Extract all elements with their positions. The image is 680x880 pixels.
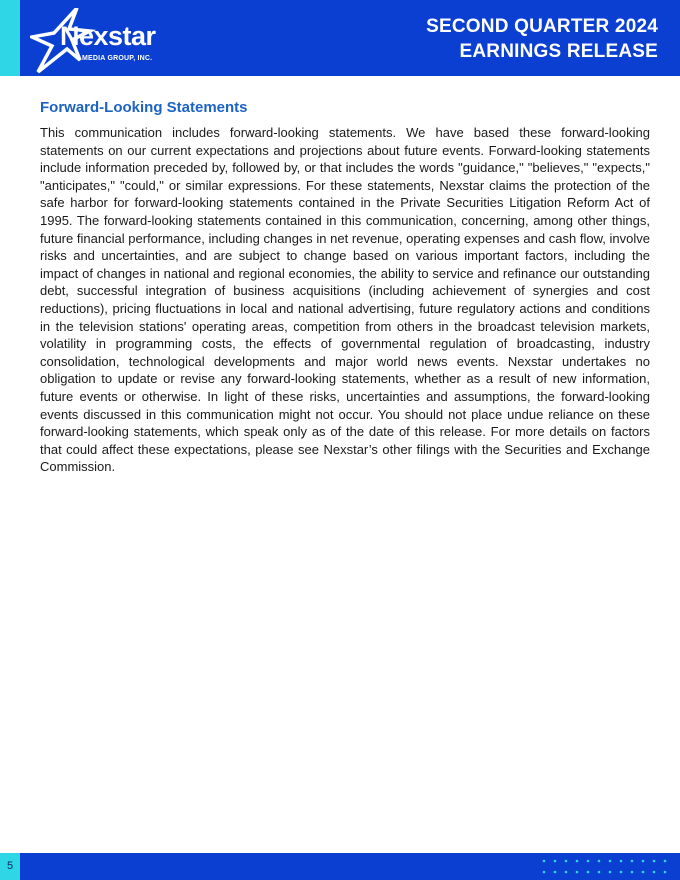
decoration-dot	[609, 860, 612, 863]
decoration-dot	[631, 860, 634, 863]
decoration-dot	[598, 860, 601, 863]
dot-pattern-decoration	[538, 857, 678, 877]
decoration-dot	[642, 871, 645, 874]
decoration-dot	[587, 860, 590, 863]
decoration-dot	[620, 860, 623, 863]
decoration-dot	[642, 860, 645, 863]
decoration-dot	[653, 860, 656, 863]
decoration-dot	[543, 860, 546, 863]
decoration-dot	[664, 860, 667, 863]
decoration-dot	[576, 871, 579, 874]
report-title	[426, 14, 658, 64]
decoration-dot	[598, 871, 601, 874]
logo-subtitle: MEDIA GROUP, INC.	[82, 55, 153, 62]
decoration-dot	[565, 871, 568, 874]
decoration-dot	[587, 871, 590, 874]
section-heading: Forward-Looking Statements	[40, 99, 248, 116]
decoration-dot	[664, 871, 667, 874]
report-title-line-2: EARNINGS RELEASE	[459, 41, 658, 62]
decoration-dot	[543, 871, 546, 874]
page-number: 5	[0, 853, 20, 880]
decoration-dot	[620, 871, 623, 874]
section-body-text: This communication includes forward-looking statements. We have based these forward-looking statements on our current expectations and projections about future events. Forward-looking statements include information preceded by, followed by, or that includes the words "guidance," "believes," "expects," "anticipates," "could," or similar expressions. For these statements, Nexstar claims the protection of the safe harbor for forward-looking statements contained in the Private Securities Litigation Reform Act of 1995. The forward-looking statements contained in this communication, concerning, among other things, future financial performance, including changes in net revenue, operating expenses and cash flow, involve risks and uncertainties, and are subject to change based on various important factors, including the impact of changes in national and regional economies, the ability to service and refinance our outstanding debt, successful integration of business acquisitions (including achievement of synergies and cost reductions), pricing fluctuations in local and national advertising, future regulatory actions and conditions in the television stations' operating areas, competition from others in the broadcast television markets, volatility in programming costs, the effects of governmental regulation of broadcasting, industry consolidation, technological developments and major world news events. Nexstar undertakes no obligation to update or revise any forward-looking statements, whether as a result of new information, future events or otherwise. In light of these risks, uncertainties and assumptions, the forward-looking events discussed in this communication might not occur. You should not place undue reliance on these forward-looking statements, which speak only as of the date of this release. For more details on factors that could affect these expectations, please see Nexstar’s other filings with the Securities and Exchange Commission.	[40, 125, 650, 475]
decoration-dot	[653, 871, 656, 874]
logo-wordmark: Nexstar	[60, 21, 156, 51]
decoration-dot	[576, 860, 579, 863]
decoration-dot	[554, 860, 557, 863]
decoration-dot	[565, 860, 568, 863]
nexstar-logo	[30, 8, 180, 70]
decoration-dot	[554, 871, 557, 874]
header-accent-strip	[0, 0, 20, 76]
decoration-dot	[631, 871, 634, 874]
report-title-line-1: SECOND QUARTER 2024	[426, 16, 658, 37]
decoration-dot	[609, 871, 612, 874]
